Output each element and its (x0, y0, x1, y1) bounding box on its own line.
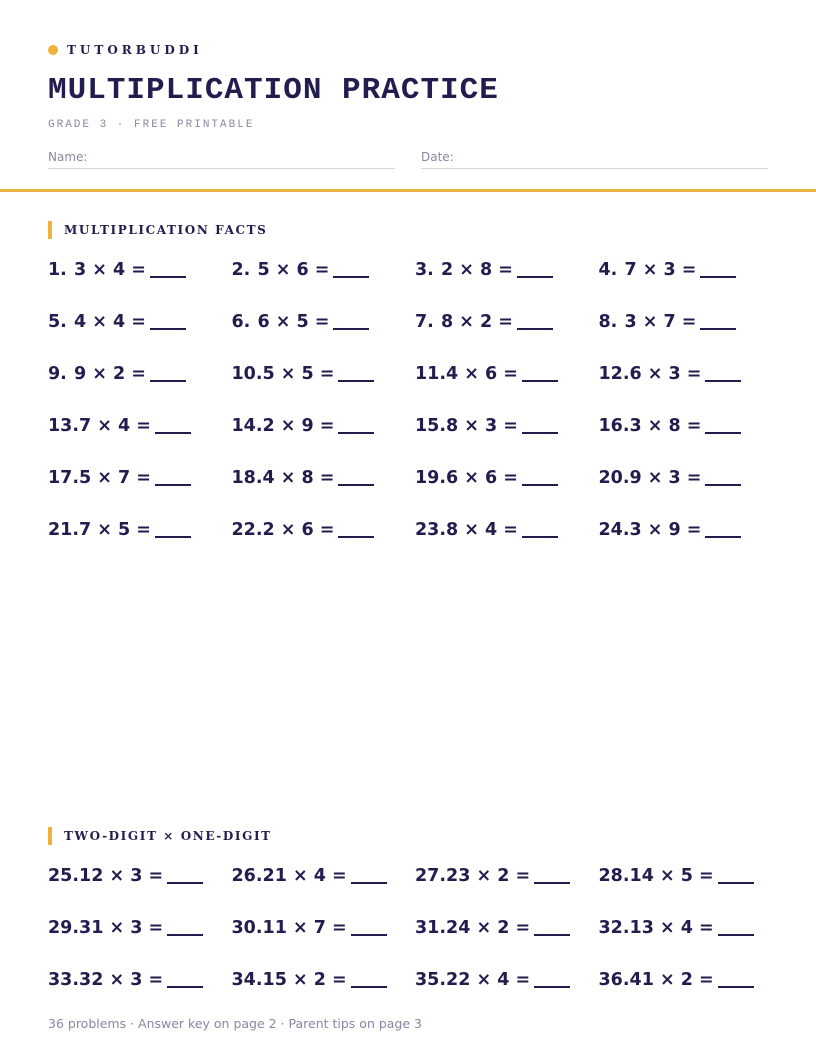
answer-blank[interactable] (522, 468, 558, 486)
problem-expression: 41 × 2 = (629, 970, 714, 990)
problem-item (48, 970, 232, 1022)
footer-note: 36 problems · Answer key on page 2 · Parent tips on page 3 (48, 1016, 422, 1031)
problem-item (599, 866, 783, 918)
problem-number: 31. (415, 918, 447, 938)
answer-blank[interactable] (700, 260, 736, 278)
problem-number: 28. (598, 866, 630, 886)
problem-item (415, 312, 599, 364)
answer-blank[interactable] (522, 416, 558, 434)
problem-expression: 5 × 6 = (257, 260, 330, 280)
problem-expression: 2 × 8 = (441, 260, 513, 280)
date-field[interactable] (421, 150, 768, 169)
answer-blank[interactable] (167, 970, 203, 988)
section-bar (48, 221, 52, 239)
answer-blank[interactable] (167, 918, 203, 936)
answer-blank[interactable] (155, 520, 191, 538)
problem-expression: 6 × 5 = (257, 312, 330, 332)
name-field-label: Name: (48, 150, 88, 164)
problem-number: 9. (48, 364, 67, 384)
problem-item (415, 866, 599, 918)
problem-item (232, 468, 416, 520)
answer-blank[interactable] (705, 364, 741, 382)
answer-blank[interactable] (338, 468, 374, 486)
answer-blank[interactable] (333, 260, 369, 278)
header-divider (0, 189, 816, 192)
problem-item (232, 312, 416, 364)
problem-number: 10. (231, 364, 263, 384)
problem-item (232, 520, 416, 572)
problem-expression: 24 × 2 = (446, 918, 531, 938)
problem-grid-facts (48, 260, 783, 572)
problem-expression: 9 × 3 = (629, 468, 702, 488)
problem-number: 8. (598, 312, 618, 332)
page-title: MULTIPLICATION PRACTICE (48, 73, 499, 108)
problem-item (599, 468, 783, 520)
section-title-text: TWO-DIGIT × ONE-DIGIT (64, 829, 272, 843)
problem-expression: 13 × 4 = (629, 918, 714, 938)
answer-blank[interactable] (700, 312, 736, 330)
answer-blank[interactable] (522, 364, 558, 382)
problem-number: 11. (415, 364, 447, 384)
problem-number: 27. (415, 866, 447, 886)
problem-expression: 32 × 3 = (79, 970, 164, 990)
section-title-two-digit (48, 827, 272, 845)
problem-expression: 8 × 4 = (446, 520, 518, 540)
problem-number: 21. (48, 520, 80, 540)
problem-number: 7. (415, 312, 434, 332)
answer-blank[interactable] (718, 970, 754, 988)
problem-expression: 3 × 9 = (629, 520, 702, 540)
problem-expression: 9 × 2 = (74, 364, 146, 384)
problem-number: 6. (231, 312, 251, 332)
problem-expression: 6 × 3 = (629, 364, 702, 384)
problem-number: 26. (231, 866, 263, 886)
answer-blank[interactable] (150, 260, 186, 278)
problem-item (599, 260, 783, 312)
problem-number: 34. (231, 970, 263, 990)
name-field[interactable] (48, 150, 395, 169)
problem-expression: 2 × 6 = (262, 520, 335, 540)
problem-item (48, 312, 232, 364)
problem-number: 18. (231, 468, 263, 488)
problem-expression: 11 × 7 = (262, 918, 347, 938)
problem-number: 35. (415, 970, 447, 990)
answer-blank[interactable] (338, 520, 374, 538)
problem-number: 25. (48, 866, 80, 886)
problem-item (48, 520, 232, 572)
answer-blank[interactable] (167, 866, 203, 884)
problem-expression: 12 × 3 = (79, 866, 164, 886)
problem-item (48, 416, 232, 468)
problem-item (599, 520, 783, 572)
problem-number: 30. (231, 918, 263, 938)
problem-item (415, 918, 599, 970)
problem-number: 2. (231, 260, 251, 280)
problem-expression: 4 × 6 = (446, 364, 518, 384)
problem-number: 16. (598, 416, 630, 436)
problem-item (599, 918, 783, 970)
problem-item (48, 866, 232, 918)
answer-blank[interactable] (705, 520, 741, 538)
problem-item (415, 364, 599, 416)
problem-item (48, 364, 232, 416)
section-title-text: MULTIPLICATION FACTS (64, 223, 268, 237)
problem-item (415, 416, 599, 468)
problem-number: 32. (598, 918, 630, 938)
brand (48, 43, 203, 57)
answer-blank[interactable] (705, 416, 741, 434)
problem-item (415, 260, 599, 312)
answer-blank[interactable] (534, 970, 570, 988)
answer-blank[interactable] (351, 866, 387, 884)
problem-number: 5. (48, 312, 67, 332)
problem-item (48, 260, 232, 312)
problem-number: 22. (231, 520, 263, 540)
problem-expression: 3 × 4 = (74, 260, 146, 280)
problem-expression: 21 × 4 = (262, 866, 347, 886)
section-bar (48, 827, 52, 845)
problem-expression: 14 × 5 = (629, 866, 714, 886)
answer-blank[interactable] (155, 416, 191, 434)
problem-item (232, 416, 416, 468)
answer-blank[interactable] (517, 312, 553, 330)
problem-item (48, 468, 232, 520)
problem-expression: 7 × 3 = (624, 260, 697, 280)
brand-dot-icon (48, 45, 58, 55)
problem-item (48, 918, 232, 970)
problem-number: 3. (415, 260, 434, 280)
problem-expression: 22 × 4 = (446, 970, 531, 990)
answer-blank[interactable] (718, 918, 754, 936)
answer-blank[interactable] (534, 918, 570, 936)
answer-blank[interactable] (705, 468, 741, 486)
problem-number: 20. (598, 468, 630, 488)
problem-item (232, 364, 416, 416)
problem-expression: 3 × 7 = (624, 312, 697, 332)
problem-number: 23. (415, 520, 447, 540)
problem-number: 33. (48, 970, 80, 990)
brand-name: TUTORBUDDI (67, 43, 203, 57)
problem-expression: 8 × 2 = (441, 312, 513, 332)
problem-expression: 5 × 5 = (262, 364, 335, 384)
answer-blank[interactable] (155, 468, 191, 486)
problem-item (232, 918, 416, 970)
problem-item (599, 970, 783, 1022)
problem-number: 13. (48, 416, 80, 436)
problem-expression: 23 × 2 = (446, 866, 531, 886)
problem-number: 1. (48, 260, 67, 280)
problem-item (232, 866, 416, 918)
answer-blank[interactable] (522, 520, 558, 538)
problem-number: 12. (598, 364, 630, 384)
page-subtitle: GRADE 3 · FREE PRINTABLE (48, 119, 255, 131)
answer-blank[interactable] (517, 260, 553, 278)
problem-expression: 15 × 2 = (262, 970, 347, 990)
problem-expression: 7 × 4 = (79, 416, 151, 436)
answer-blank[interactable] (534, 866, 570, 884)
problem-number: 4. (598, 260, 618, 280)
answer-blank[interactable] (351, 918, 387, 936)
answer-blank[interactable] (351, 970, 387, 988)
problem-item (415, 520, 599, 572)
answer-blank[interactable] (333, 312, 369, 330)
problem-item (599, 364, 783, 416)
problem-expression: 7 × 5 = (79, 520, 151, 540)
problem-item (232, 260, 416, 312)
problem-number: 15. (415, 416, 447, 436)
problem-item (415, 970, 599, 1022)
answer-blank[interactable] (150, 312, 186, 330)
problem-expression: 5 × 7 = (79, 468, 151, 488)
problem-expression: 31 × 3 = (79, 918, 164, 938)
problem-expression: 3 × 8 = (629, 416, 702, 436)
problem-number: 36. (598, 970, 630, 990)
problem-item (415, 468, 599, 520)
problem-number: 17. (48, 468, 80, 488)
problem-number: 14. (231, 416, 263, 436)
answer-blank[interactable] (150, 364, 186, 382)
problem-expression: 4 × 4 = (74, 312, 146, 332)
problem-item (599, 312, 783, 364)
problem-number: 29. (48, 918, 80, 938)
problem-expression: 4 × 8 = (262, 468, 335, 488)
section-title-facts (48, 221, 267, 239)
answer-blank[interactable] (338, 364, 374, 382)
problem-expression: 2 × 9 = (262, 416, 335, 436)
answer-blank[interactable] (718, 866, 754, 884)
problem-expression: 6 × 6 = (446, 468, 518, 488)
problem-grid-two-digit (48, 866, 783, 1022)
problem-item (599, 416, 783, 468)
problem-expression: 8 × 3 = (446, 416, 518, 436)
date-field-label: Date: (421, 150, 454, 164)
problem-item (232, 970, 416, 1022)
problem-number: 19. (415, 468, 447, 488)
problem-number: 24. (598, 520, 630, 540)
answer-blank[interactable] (338, 416, 374, 434)
